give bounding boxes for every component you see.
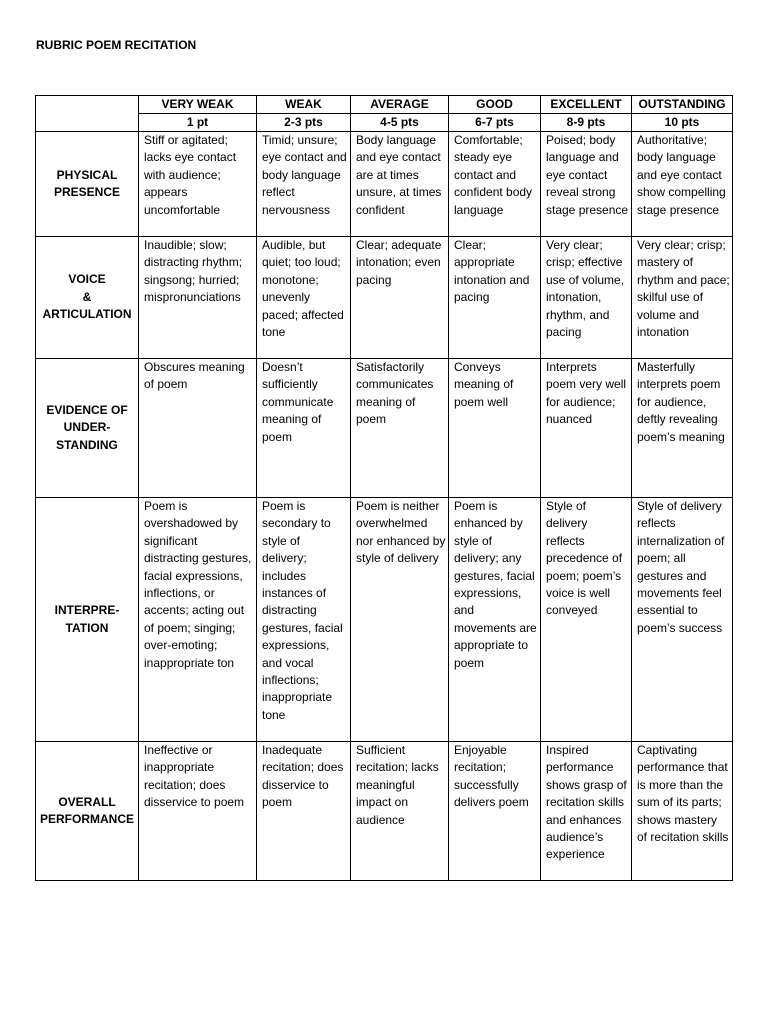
level-name: EXCELLENT	[541, 96, 632, 114]
criterion-name-line: TATION	[65, 620, 109, 635]
criterion-name-line: VOICE	[68, 272, 106, 287]
level-name: AVERAGE	[351, 96, 449, 114]
criterion-row	[36, 359, 733, 498]
rubric-cell: Enjoyable recitation; successfully delivers poem	[449, 742, 541, 881]
rubric-cell: Stiff or agitated; lacks eye contact with audience; appears uncomfortable	[139, 132, 257, 237]
rubric-cell: Satisfactorily communicates meaning of poem	[351, 359, 449, 498]
criterion-row	[36, 237, 733, 359]
rubric-cell: Timid; unsure; eye contact and body language reflect nervousness	[257, 132, 351, 237]
rubric-cell: Style of delivery reflects precedence of poem; poem’s voice is well conveyed	[541, 498, 632, 742]
rubric-cell: Poem is neither overwhelmed nor enhanced by style of delivery	[351, 498, 449, 742]
criterion-name	[36, 742, 139, 881]
rubric-cell: Inadequate recitation; does disservice to poem	[257, 742, 351, 881]
criterion-name-line: EVIDENCE OF	[46, 402, 128, 417]
criterion-row	[36, 132, 733, 237]
rubric-cell: Ineffective or inappropriate recitation; does disservice to poem	[139, 742, 257, 881]
level-points: 8-9 pts	[541, 114, 632, 132]
rubric-cell: Audible, but quiet; too loud; monotone; unevenly paced; affected tone	[257, 237, 351, 359]
rubric-cell: Comfortable; steady eye contact and confident body language	[449, 132, 541, 237]
criterion-name	[36, 359, 139, 498]
criterion-row	[36, 742, 733, 881]
rubric-cell: Very clear; crisp; effective use of volume, intonation, rhythm, and pacing	[541, 237, 632, 359]
level-name: VERY WEAK	[139, 96, 257, 114]
criterion-name-line: PRESENCE	[53, 185, 121, 199]
level-points: 2-3 pts	[257, 114, 351, 132]
rubric-cell: Poem is enhanced by style of delivery; any gestures, facial expressions, and movements are appropriate to poem	[449, 498, 541, 742]
level-name: WEAK	[257, 96, 351, 114]
rubric-table	[35, 95, 733, 881]
rubric-cell: Poised; body language and eye contact reveal strong stage presence	[541, 132, 632, 237]
rubric-cell: Poem is overshadowed by significant distracting gestures, facial expressions, inflections, or accents; acting out of poem; singing; over-emoting; inappropriate ton	[139, 498, 257, 742]
rubric-cell: Captivating performance that is more than the sum of its parts; shows mastery of recitation skills	[632, 742, 733, 881]
level-points: 4-5 pts	[351, 114, 449, 132]
rubric-cell: Clear; adequate intonation; even pacing	[351, 237, 449, 359]
document-title: RUBRIC POEM RECITATION	[36, 38, 197, 52]
criterion-name-line: OVERALL	[58, 794, 116, 809]
criterion-name-line: &	[82, 289, 92, 304]
criterion-name	[36, 132, 139, 237]
criterion-name-line: UNDER-	[63, 420, 111, 435]
level-points: 10 pts	[632, 114, 733, 132]
rubric-cell: Clear; appropriate intonation and pacing	[449, 237, 541, 359]
rubric-cell: Style of delivery reflects internalization of poem; all gestures and movements feel essential to poem’s success	[632, 498, 733, 742]
criterion-name	[36, 237, 139, 359]
rubric-cell: Body language and eye contact are at times unsure, at times confident	[351, 132, 449, 237]
rubric-cell: Interprets poem very well for audience; nuanced	[541, 359, 632, 498]
rubric-cell: Very clear; crisp; mastery of rhythm and pace; skilful use of volume and intonation	[632, 237, 733, 359]
criterion-row	[36, 498, 733, 742]
rubric-cell: Obscures meaning of poem	[139, 359, 257, 498]
level-name: GOOD	[449, 96, 541, 114]
rubric-cell: Authoritative; body language and eye contact show compelling stage presence	[632, 132, 733, 237]
criterion-name-line: ARTICULATION	[42, 307, 132, 322]
criterion-name-line: PHYSICAL	[56, 167, 118, 182]
level-points-row	[36, 114, 733, 132]
criterion-name	[36, 498, 139, 742]
rubric-cell: Conveys meaning of poem well	[449, 359, 541, 498]
level-name-row	[36, 96, 733, 114]
corner-cell	[36, 96, 139, 132]
rubric-cell: Sufficient recitation; lacks meaningful impact on audience	[351, 742, 449, 881]
level-points: 6-7 pts	[449, 114, 541, 132]
rubric-cell: Poem is secondary to style of delivery; includes instances of distracting gestures, facial expressions, and vocal inflections; inappropriate tone	[257, 498, 351, 742]
level-points: 1 pt	[139, 114, 257, 132]
criterion-name-line: STANDING	[56, 437, 118, 452]
rubric-cell: Doesn’t sufficiently communicate meaning of poem	[257, 359, 351, 498]
rubric-cell: Masterfully interprets poem for audience, deftly revealing poem’s meaning	[632, 359, 733, 498]
criterion-name-line: PERFORMANCE	[39, 812, 134, 826]
criterion-name-line: INTERPRE-	[54, 603, 120, 618]
rubric-cell: Inaudible; slow; distracting rhythm; singsong; hurried; mispronunciations	[139, 237, 257, 359]
rubric-cell: Inspired performance shows grasp of recitation skills and enhances audience’s experience	[541, 742, 632, 881]
level-name: OUTSTANDING	[632, 96, 733, 114]
